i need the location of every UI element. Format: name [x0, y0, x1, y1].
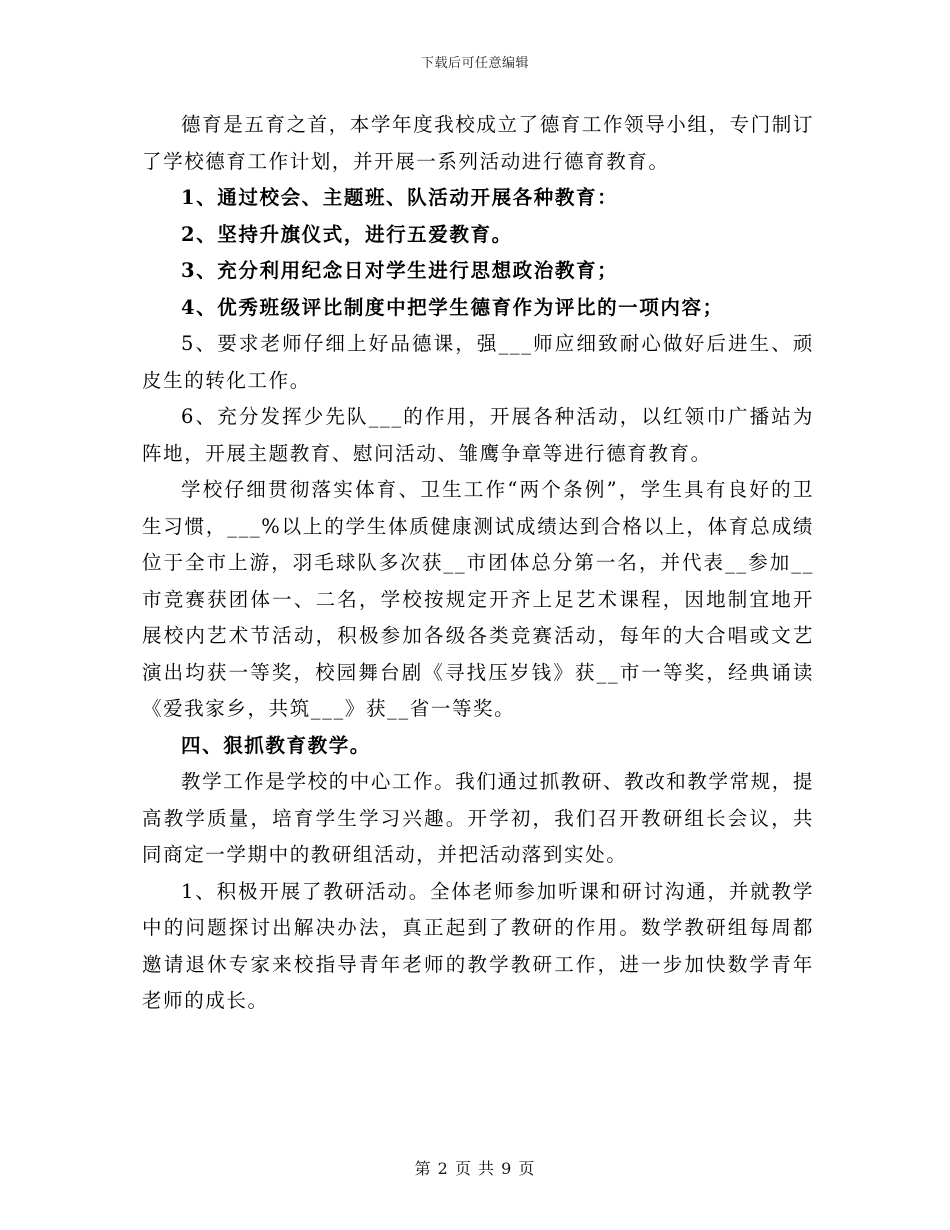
page-number: 第 2 页 共 9 页: [414, 1159, 536, 1178]
paragraph-teaching-intro: 教学工作是学校的中心工作。我们通过抓教研、教改和教学常规，提高教学质量，培育学生学习兴趣。开学初，我们召开教研组长会议，共同商定一学期中的教研组活动，并把活动落到实处。: [142, 770, 815, 866]
paragraph-item-3: 3、充分利用纪念日对学生进行思想政治教育；: [181, 259, 619, 282]
paragraph-sports-arts: 学校仔细贯彻落实体育、卫生工作“两个条例”，学生具有良好的卫生习惯，___%以上的学生体质健康测试成绩达到合格以上，体育总成绩位于全市上游，羽毛球队多次获__市团体总分第一名，并代表__参加__市竞赛获团体一、二名，学校按规定开齐上足艺术课程，因地制宜地开展校内艺术节活动，积极参加各级各类竞赛活动，每年的大合唱或文艺演出均获一等奖，校园舞台剧《寻找压岁钱》获__市一等奖，经典诵读《爱我家乡，共筑___》获__省一等奖。: [142, 478, 814, 720]
paragraph-teaching-research: 1、积极开展了教研活动。全体老师参加听课和研讨沟通，并就教学中的问题探讨出解决办法，真正起到了教研的作用。数学教研组每周都邀请退休专家来校指导青年老师的教学教研工作，进一步加快数学青年老师的成长。: [142, 879, 814, 1012]
header-note: 下载后可任意编辑: [420, 56, 529, 71]
paragraph-item-5: 5、要求老师仔细上好品德课，强___师应细致耐心做好后进生、顽皮生的转化工作。: [142, 332, 814, 392]
paragraph-item-2: 2、坚持升旗仪式，进行五爱教育。: [181, 222, 513, 246]
paragraph-item-4: 4、优秀班级评比制度中把学生德育作为评比的一项内容；: [181, 295, 724, 319]
section-heading-teaching: 四、狠抓教育教学。: [181, 733, 371, 757]
paragraph-item-6: 6、充分发挥少先队___的作用，开展各种活动，以红领巾广播站为阵地，开展主题教育、慰问活动、雏鹰争章等进行德育教育。: [142, 405, 814, 465]
document-body: [142, 107, 814, 1020]
paragraph-moral-intro: 德育是五育之首，本学年度我校成立了德育工作领导小组，专门制订了学校德育工作计划，并开展一系列活动进行德育教育。: [142, 113, 815, 173]
paragraph-item-1: 1、通过校会、主题班、队活动开展各种教育：: [181, 186, 619, 209]
